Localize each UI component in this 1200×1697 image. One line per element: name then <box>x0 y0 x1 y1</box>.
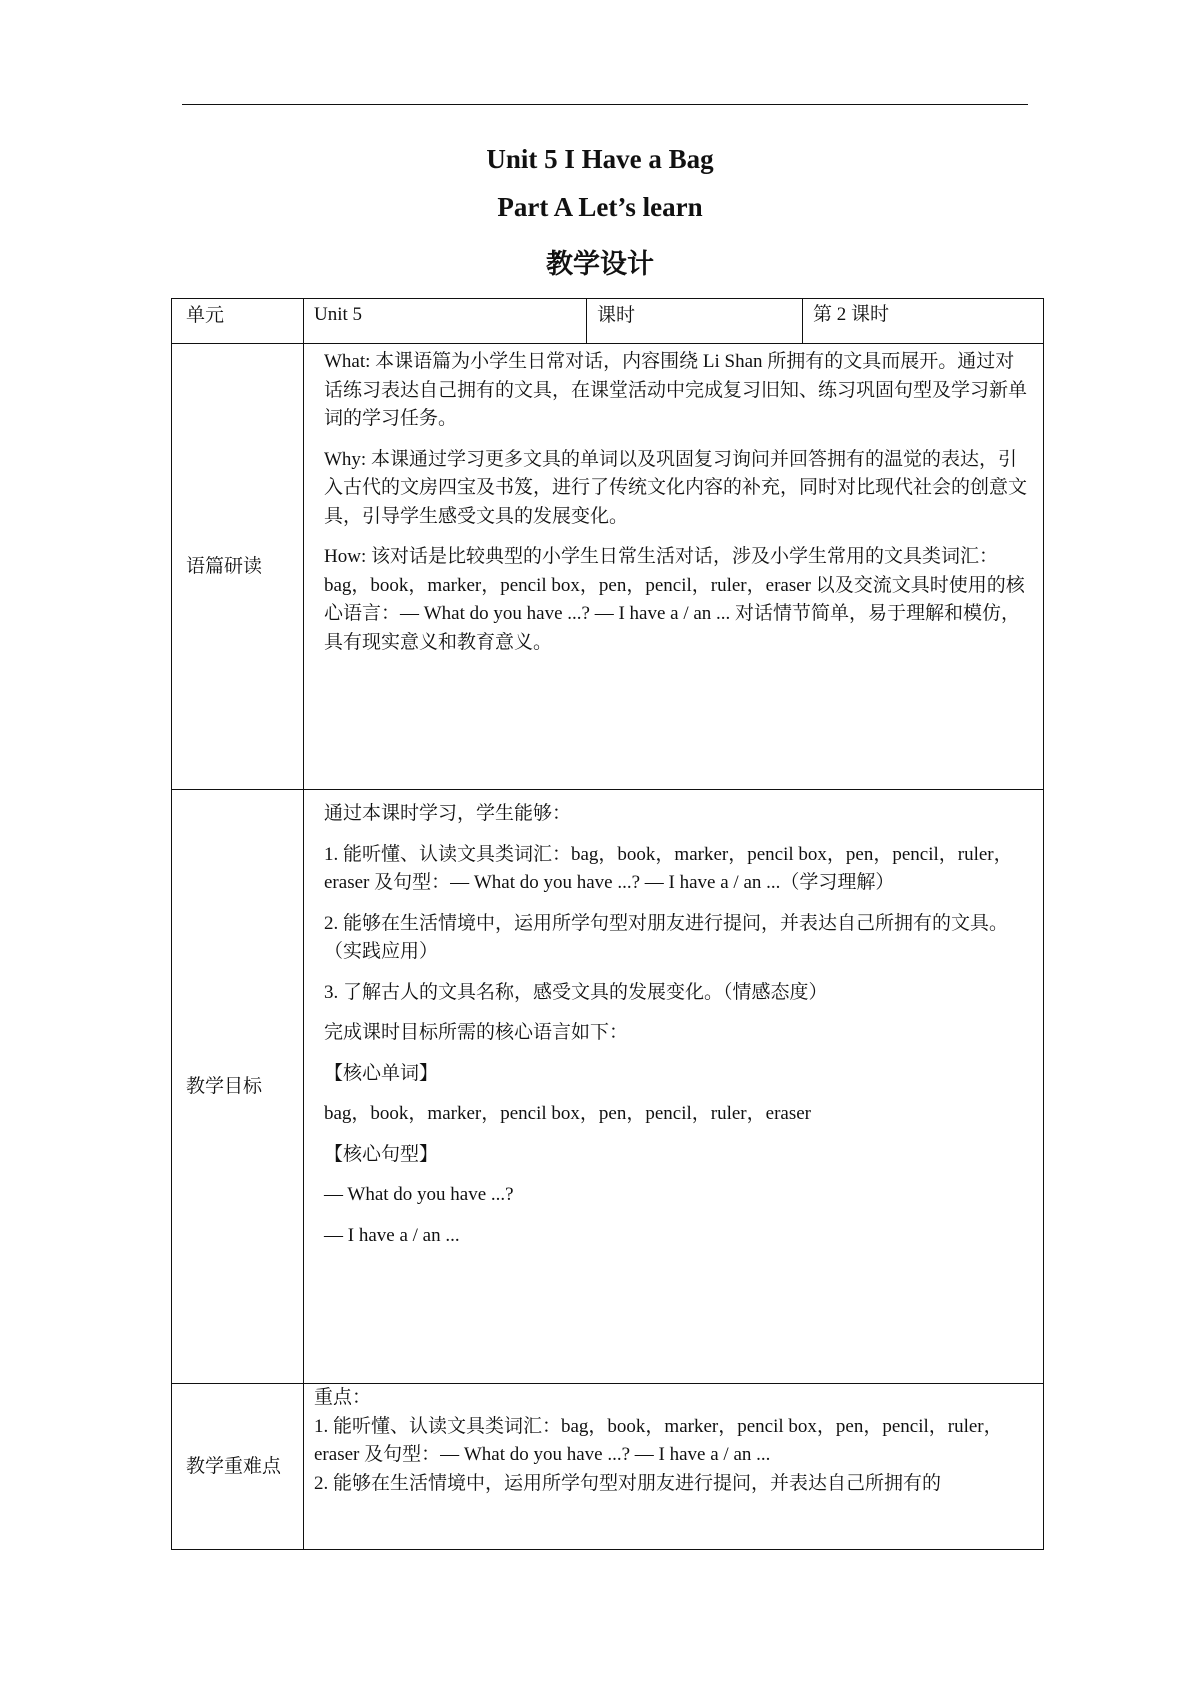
lesson-value: 第 2 课时 <box>803 299 1044 344</box>
objectives-label: 教学目标 <box>172 790 304 1384</box>
teaching-design-table <box>171 298 1044 1550</box>
paragraph: 【核心单词】 <box>324 1062 439 1084</box>
paragraph: — What do you have ...? <box>324 1184 514 1205</box>
paragraph: 1. 能听懂、认读文具类词汇：bag，book，marker，pencil box，pen，pencil，ruler，eraser 及句型：— What do you have ...? — I have a / an ... <box>314 1415 1003 1465</box>
document-title: Unit 5 I Have a Bag <box>486 144 714 174</box>
table-row <box>172 299 1044 344</box>
paragraph: 【核心句型】 <box>324 1143 439 1165</box>
document-heading: 教学设计 <box>546 249 654 280</box>
paragraph: 1. 能听懂、认读文具类词汇：bag，book，marker，pencil box，pen，pencil，ruler，eraser 及句型：— What do you have ...? — I have a / an ...（学习理解） <box>324 843 1013 893</box>
paragraph: 2. 能够在生活情境中，运用所学句型对朋友进行提问，并表达自己所拥有的文具。（实践应用） <box>324 912 1009 962</box>
paragraph: bag，book，marker，pencil box，pen，pencil，ruler，eraser <box>324 1103 811 1124</box>
document-subtitle: Part A Let’s learn <box>497 192 703 222</box>
header-rule <box>182 104 1028 105</box>
text-study-content <box>304 344 1044 790</box>
table-row <box>172 790 1044 1384</box>
paragraph: How: 该对话是比较典型的小学生日常生活对话，涉及小学生常用的文具类词汇：bag，book，marker，pencil box，pen，pencil，ruler，eraser 以及交流文具时使用的核心语言：— What do you have ...? — I have a / an ... 对话情节简单，易于理解和模仿，具有现实意义和教育意义。 <box>324 546 1025 653</box>
paragraph: 3. 了解古人的文具名称，感受文具的发展变化。（情感态度） <box>324 981 828 1003</box>
paragraph: What: 本课语篇为小学生日常对话，内容围绕 Li Shan 所拥有的文具而展开。通过对话练习表达自己拥有的文具，在课堂活动中完成复习旧知、练习巩固句型及学习新单词的学习任务。 <box>324 351 1028 429</box>
paragraph: 通过本课时学习，学生能够： <box>324 803 572 824</box>
paragraph: — I have a / an ... <box>324 1224 460 1246</box>
unit-label: 单元 <box>172 299 304 344</box>
key-points-content <box>304 1384 1044 1550</box>
table-row <box>172 1384 1044 1550</box>
text-study-label: 语篇研读 <box>172 344 304 790</box>
paragraph: 2. 能够在生活情境中，运用所学句型对朋友进行提问，并表达自己所拥有的 <box>314 1472 942 1494</box>
unit-value: Unit 5 <box>304 299 587 344</box>
key-points-label: 教学重难点 <box>172 1384 304 1550</box>
paragraph: Why: 本课通过学习更多文具的单词以及巩固复习询问并回答拥有的温觉的表达，引入古代的文房四宝及书笈，进行了传统文化内容的补充，同时对比现代社会的创意文具，引导学生感受文具的发展变化。 <box>324 448 1028 527</box>
lesson-label: 课时 <box>587 299 803 344</box>
table-row <box>172 344 1044 790</box>
objectives-content <box>304 790 1044 1384</box>
paragraph: 完成课时目标所需的核心语言如下： <box>324 1022 629 1043</box>
paragraph: 重点： <box>314 1387 372 1408</box>
